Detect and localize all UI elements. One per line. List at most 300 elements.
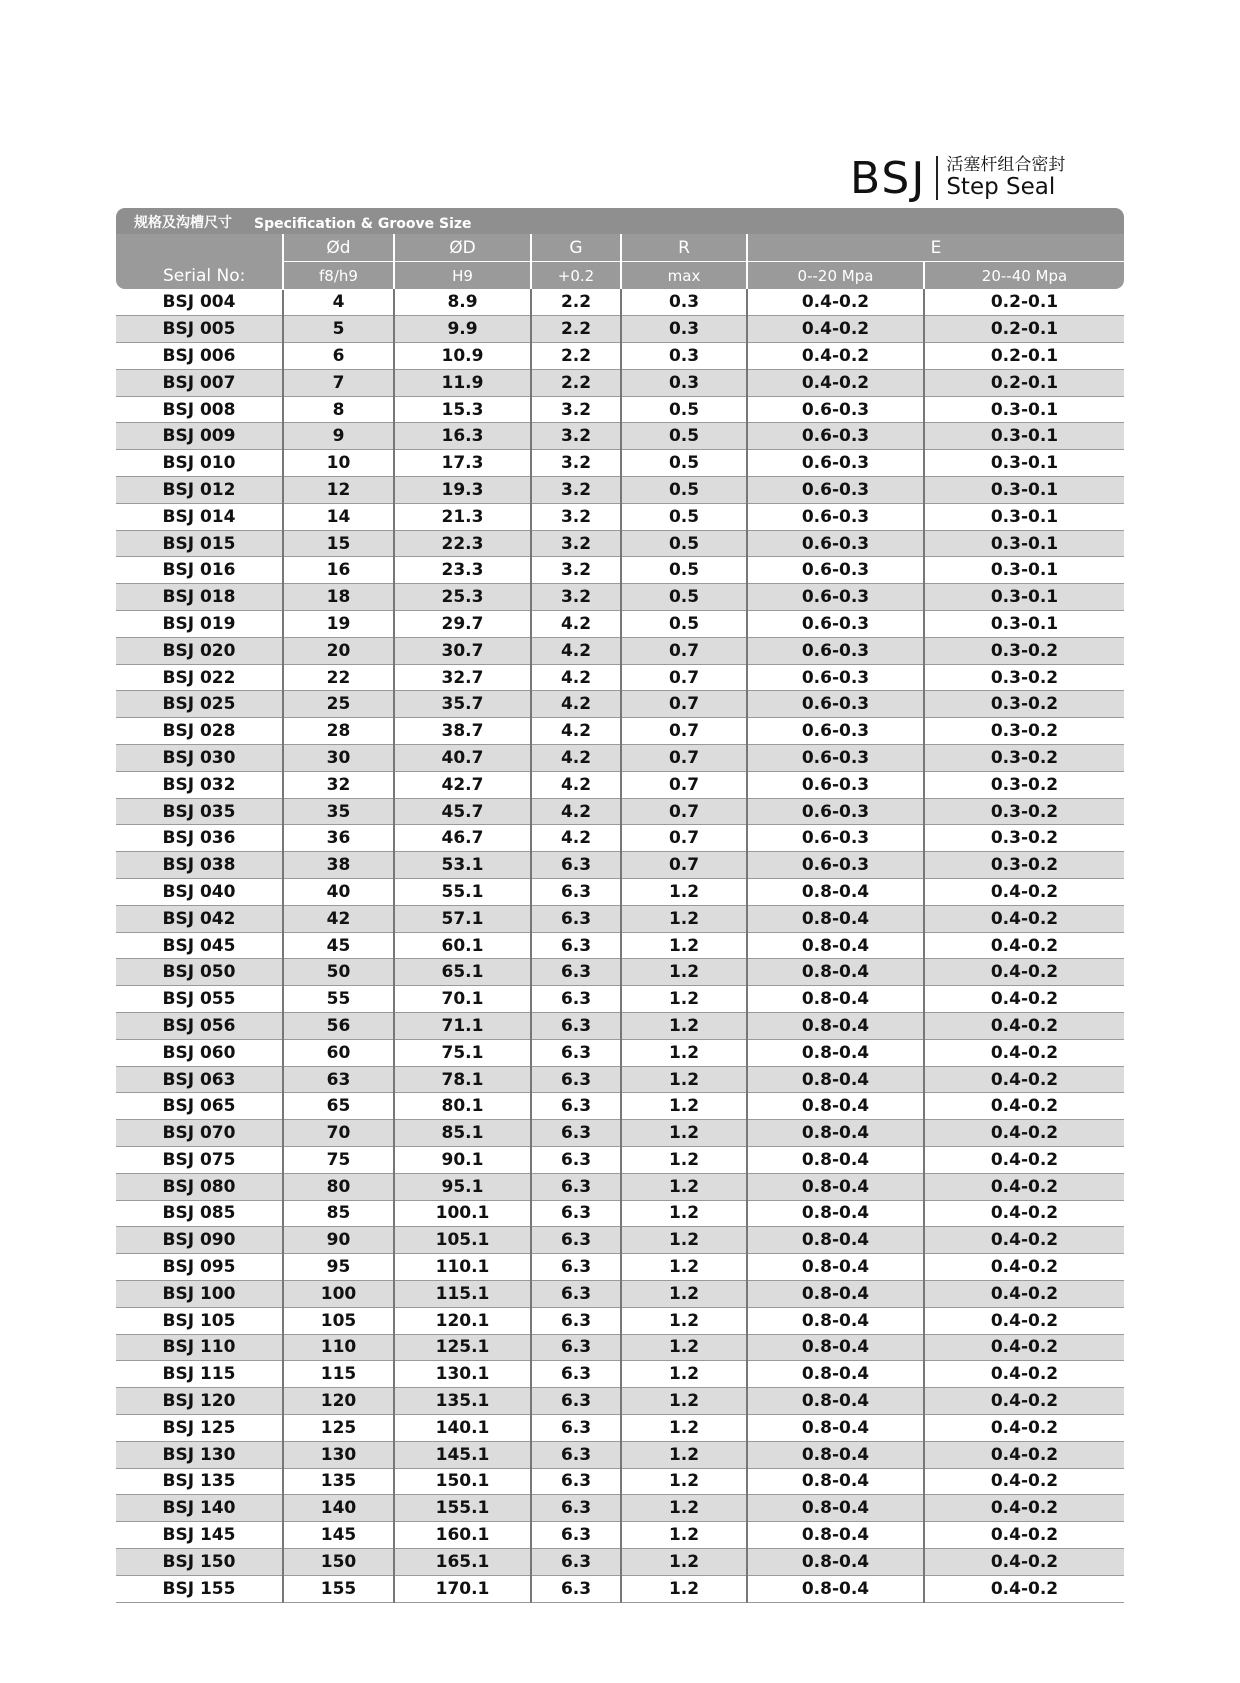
R-cell: 0.5 [621, 584, 747, 611]
table-row [116, 557, 1124, 584]
d-cell: 130 [283, 1441, 394, 1468]
R-cell: 0.7 [621, 691, 747, 718]
G-cell: 3.2 [531, 557, 621, 584]
table-row [116, 1147, 1124, 1174]
D-cell: 170.1 [394, 1575, 531, 1602]
R-cell: 1.2 [621, 1173, 747, 1200]
D-cell: 95.1 [394, 1173, 531, 1200]
serial-cell: BSJ 012 [116, 477, 283, 504]
E-low-cell: 0.8-0.4 [747, 879, 924, 906]
G-cell: 6.3 [531, 1548, 621, 1575]
d-cell: 5 [283, 316, 394, 343]
table-row [116, 852, 1124, 879]
table-row [116, 396, 1124, 423]
R-cell: 0.3 [621, 343, 747, 370]
E-low-cell: 0.8-0.4 [747, 1093, 924, 1120]
E-high-cell: 0.4-0.2 [924, 1120, 1124, 1147]
E-high-cell: 0.4-0.2 [924, 1361, 1124, 1388]
D-cell: 110.1 [394, 1254, 531, 1281]
G-cell: 2.2 [531, 343, 621, 370]
R-cell: 1.2 [621, 1254, 747, 1281]
table-row [116, 1280, 1124, 1307]
d-cell: 55 [283, 986, 394, 1013]
table-row [116, 1468, 1124, 1495]
D-cell: 70.1 [394, 986, 531, 1013]
E-low-cell: 0.6-0.3 [747, 611, 924, 638]
G-cell: 6.3 [531, 959, 621, 986]
d-cell: 40 [283, 879, 394, 906]
table-row [116, 343, 1124, 370]
E-low-cell: 0.8-0.4 [747, 1280, 924, 1307]
serial-cell: BSJ 038 [116, 852, 283, 879]
D-cell: 29.7 [394, 611, 531, 638]
R-cell: 1.2 [621, 905, 747, 932]
G-cell: 4.2 [531, 611, 621, 638]
E-low-cell: 0.8-0.4 [747, 1227, 924, 1254]
G-cell: 6.3 [531, 1254, 621, 1281]
R-cell: 1.2 [621, 1307, 747, 1334]
E-high-cell: 0.4-0.2 [924, 932, 1124, 959]
serial-cell: BSJ 014 [116, 503, 283, 530]
E-low-cell: 0.6-0.3 [747, 664, 924, 691]
E-low-cell: 0.8-0.4 [747, 1013, 924, 1040]
d-cell: 38 [283, 852, 394, 879]
product-name-cn: 活塞杆组合密封 [946, 155, 1066, 175]
header-G: G [531, 234, 621, 262]
E-low-cell: 0.8-0.4 [747, 1388, 924, 1415]
D-cell: 120.1 [394, 1307, 531, 1334]
D-cell: 45.7 [394, 798, 531, 825]
R-cell: 0.7 [621, 771, 747, 798]
serial-cell: BSJ 045 [116, 932, 283, 959]
E-high-cell: 0.4-0.2 [924, 959, 1124, 986]
serial-cell: BSJ 022 [116, 664, 283, 691]
G-cell: 4.2 [531, 745, 621, 772]
G-cell: 6.3 [531, 1441, 621, 1468]
E-high-cell: 0.3-0.2 [924, 745, 1124, 772]
R-cell: 0.7 [621, 664, 747, 691]
G-cell: 6.3 [531, 1414, 621, 1441]
D-cell: 19.3 [394, 477, 531, 504]
D-cell: 165.1 [394, 1548, 531, 1575]
D-cell: 155.1 [394, 1495, 531, 1522]
table-row [116, 771, 1124, 798]
R-cell: 1.2 [621, 1441, 747, 1468]
table-row [116, 1066, 1124, 1093]
serial-cell: BSJ 063 [116, 1066, 283, 1093]
E-high-cell: 0.3-0.1 [924, 584, 1124, 611]
serial-cell: BSJ 056 [116, 1013, 283, 1040]
G-cell: 3.2 [531, 396, 621, 423]
serial-cell: BSJ 019 [116, 611, 283, 638]
D-cell: 65.1 [394, 959, 531, 986]
E-low-cell: 0.8-0.4 [747, 1120, 924, 1147]
table-row [116, 1388, 1124, 1415]
serial-cell: BSJ 135 [116, 1468, 283, 1495]
E-high-cell: 0.4-0.2 [924, 1039, 1124, 1066]
D-cell: 53.1 [394, 852, 531, 879]
E-low-cell: 0.6-0.3 [747, 825, 924, 852]
D-cell: 46.7 [394, 825, 531, 852]
E-high-cell: 0.4-0.2 [924, 1441, 1124, 1468]
R-cell: 0.5 [621, 396, 747, 423]
d-cell: 9 [283, 423, 394, 450]
table-row [116, 1548, 1124, 1575]
E-low-cell: 0.4-0.2 [747, 289, 924, 316]
table-row [116, 1441, 1124, 1468]
D-cell: 85.1 [394, 1120, 531, 1147]
G-cell: 4.2 [531, 771, 621, 798]
E-low-cell: 0.4-0.2 [747, 316, 924, 343]
D-cell: 105.1 [394, 1227, 531, 1254]
table-title-cn: 规格及沟槽尺寸 [134, 215, 232, 231]
serial-cell: BSJ 145 [116, 1522, 283, 1549]
header-serial: Serial No: [116, 234, 283, 289]
R-cell: 0.7 [621, 637, 747, 664]
E-high-cell: 0.4-0.2 [924, 1280, 1124, 1307]
R-cell: 0.5 [621, 530, 747, 557]
d-cell: 6 [283, 343, 394, 370]
G-cell: 4.2 [531, 718, 621, 745]
G-cell: 6.3 [531, 852, 621, 879]
table-row [116, 1254, 1124, 1281]
serial-cell: BSJ 007 [116, 369, 283, 396]
E-low-cell: 0.6-0.3 [747, 557, 924, 584]
table-body [116, 289, 1124, 1602]
table-row [116, 959, 1124, 986]
E-low-cell: 0.4-0.2 [747, 369, 924, 396]
E-high-cell: 0.4-0.2 [924, 1254, 1124, 1281]
d-cell: 19 [283, 611, 394, 638]
serial-cell: BSJ 008 [116, 396, 283, 423]
R-cell: 1.2 [621, 932, 747, 959]
header-D: ØD [394, 234, 531, 262]
D-cell: 55.1 [394, 879, 531, 906]
table-row [116, 611, 1124, 638]
E-low-cell: 0.8-0.4 [747, 1548, 924, 1575]
E-high-cell: 0.3-0.1 [924, 557, 1124, 584]
E-low-cell: 0.8-0.4 [747, 1575, 924, 1602]
R-cell: 1.2 [621, 1200, 747, 1227]
E-low-cell: 0.8-0.4 [747, 932, 924, 959]
D-cell: 8.9 [394, 289, 531, 316]
E-low-cell: 0.8-0.4 [747, 1066, 924, 1093]
D-cell: 10.9 [394, 343, 531, 370]
serial-cell: BSJ 016 [116, 557, 283, 584]
d-cell: 70 [283, 1120, 394, 1147]
serial-cell: BSJ 085 [116, 1200, 283, 1227]
G-cell: 4.2 [531, 664, 621, 691]
table-row [116, 718, 1124, 745]
d-cell: 110 [283, 1334, 394, 1361]
D-cell: 38.7 [394, 718, 531, 745]
serial-cell: BSJ 035 [116, 798, 283, 825]
table-row [116, 986, 1124, 1013]
d-cell: 28 [283, 718, 394, 745]
D-cell: 75.1 [394, 1039, 531, 1066]
table-row [116, 1334, 1124, 1361]
R-cell: 1.2 [621, 1120, 747, 1147]
G-cell: 3.2 [531, 477, 621, 504]
d-cell: 50 [283, 959, 394, 986]
serial-cell: BSJ 005 [116, 316, 283, 343]
E-low-cell: 0.8-0.4 [747, 959, 924, 986]
E-low-cell: 0.8-0.4 [747, 1147, 924, 1174]
E-high-cell: 0.4-0.2 [924, 1066, 1124, 1093]
table-row [116, 369, 1124, 396]
R-cell: 0.7 [621, 852, 747, 879]
E-high-cell: 0.2-0.1 [924, 369, 1124, 396]
table-row [116, 879, 1124, 906]
E-high-cell: 0.4-0.2 [924, 1200, 1124, 1227]
serial-cell: BSJ 018 [116, 584, 283, 611]
R-cell: 1.2 [621, 1548, 747, 1575]
table-row [116, 289, 1124, 316]
d-cell: 4 [283, 289, 394, 316]
serial-cell: BSJ 055 [116, 986, 283, 1013]
D-cell: 21.3 [394, 503, 531, 530]
d-cell: 14 [283, 503, 394, 530]
E-high-cell: 0.4-0.2 [924, 879, 1124, 906]
serial-cell: BSJ 115 [116, 1361, 283, 1388]
serial-cell: BSJ 004 [116, 289, 283, 316]
G-cell: 6.3 [531, 1522, 621, 1549]
E-high-cell: 0.4-0.2 [924, 1173, 1124, 1200]
E-low-cell: 0.4-0.2 [747, 343, 924, 370]
table-row [116, 1522, 1124, 1549]
serial-cell: BSJ 140 [116, 1495, 283, 1522]
E-high-cell: 0.4-0.2 [924, 1227, 1124, 1254]
d-cell: 15 [283, 530, 394, 557]
R-cell: 0.5 [621, 557, 747, 584]
D-cell: 135.1 [394, 1388, 531, 1415]
D-cell: 9.9 [394, 316, 531, 343]
R-cell: 0.5 [621, 450, 747, 477]
G-cell: 6.3 [531, 1147, 621, 1174]
D-cell: 150.1 [394, 1468, 531, 1495]
R-cell: 0.5 [621, 477, 747, 504]
d-cell: 90 [283, 1227, 394, 1254]
G-cell: 2.2 [531, 316, 621, 343]
d-cell: 100 [283, 1280, 394, 1307]
d-cell: 7 [283, 369, 394, 396]
D-cell: 78.1 [394, 1066, 531, 1093]
E-low-cell: 0.6-0.3 [747, 637, 924, 664]
G-cell: 6.3 [531, 1334, 621, 1361]
E-high-cell: 0.4-0.2 [924, 986, 1124, 1013]
D-cell: 140.1 [394, 1414, 531, 1441]
serial-cell: BSJ 080 [116, 1173, 283, 1200]
G-cell: 6.3 [531, 1093, 621, 1120]
G-cell: 6.3 [531, 1200, 621, 1227]
serial-cell: BSJ 015 [116, 530, 283, 557]
G-cell: 6.3 [531, 1066, 621, 1093]
d-cell: 10 [283, 450, 394, 477]
E-low-cell: 0.8-0.4 [747, 1334, 924, 1361]
E-low-cell: 0.6-0.3 [747, 852, 924, 879]
R-cell: 0.3 [621, 289, 747, 316]
table-row [116, 423, 1124, 450]
d-cell: 56 [283, 1013, 394, 1040]
serial-cell: BSJ 065 [116, 1093, 283, 1120]
E-low-cell: 0.6-0.3 [747, 798, 924, 825]
E-high-cell: 0.3-0.2 [924, 664, 1124, 691]
E-high-cell: 0.4-0.2 [924, 1575, 1124, 1602]
D-cell: 160.1 [394, 1522, 531, 1549]
G-cell: 3.2 [531, 503, 621, 530]
G-cell: 6.3 [531, 879, 621, 906]
R-cell: 1.2 [621, 959, 747, 986]
d-cell: 42 [283, 905, 394, 932]
D-cell: 90.1 [394, 1147, 531, 1174]
header-E: E [747, 234, 1124, 262]
D-cell: 80.1 [394, 1093, 531, 1120]
E-low-cell: 0.8-0.4 [747, 1495, 924, 1522]
serial-cell: BSJ 042 [116, 905, 283, 932]
d-cell: 8 [283, 396, 394, 423]
D-cell: 11.9 [394, 369, 531, 396]
G-cell: 6.3 [531, 1495, 621, 1522]
header-d: Ød [283, 234, 394, 262]
R-cell: 0.7 [621, 745, 747, 772]
E-low-cell: 0.6-0.3 [747, 771, 924, 798]
G-cell: 6.3 [531, 1361, 621, 1388]
d-cell: 16 [283, 557, 394, 584]
R-cell: 0.5 [621, 503, 747, 530]
R-cell: 1.2 [621, 879, 747, 906]
E-low-cell: 0.6-0.3 [747, 584, 924, 611]
R-cell: 1.2 [621, 986, 747, 1013]
table-row [116, 1307, 1124, 1334]
serial-cell: BSJ 075 [116, 1147, 283, 1174]
E-low-cell: 0.8-0.4 [747, 905, 924, 932]
header-E-high-pressure: 20--40 Mpa [924, 262, 1124, 290]
R-cell: 1.2 [621, 1361, 747, 1388]
R-cell: 0.5 [621, 423, 747, 450]
D-cell: 130.1 [394, 1361, 531, 1388]
D-cell: 71.1 [394, 1013, 531, 1040]
G-cell: 6.3 [531, 1173, 621, 1200]
table-row [116, 1120, 1124, 1147]
d-cell: 63 [283, 1066, 394, 1093]
G-cell: 6.3 [531, 1120, 621, 1147]
table-row [116, 450, 1124, 477]
R-cell: 1.2 [621, 1093, 747, 1120]
table-row [116, 1173, 1124, 1200]
R-cell: 1.2 [621, 1388, 747, 1415]
header-d-tolerance: f8/h9 [283, 262, 394, 290]
G-cell: 6.3 [531, 1039, 621, 1066]
spec-table-container [116, 208, 1124, 1603]
serial-cell: BSJ 125 [116, 1414, 283, 1441]
G-cell: 6.3 [531, 1280, 621, 1307]
G-cell: 3.2 [531, 584, 621, 611]
serial-cell: BSJ 060 [116, 1039, 283, 1066]
header-E-low-pressure: 0--20 Mpa [747, 262, 924, 290]
serial-cell: BSJ 105 [116, 1307, 283, 1334]
G-cell: 3.2 [531, 423, 621, 450]
G-cell: 6.3 [531, 905, 621, 932]
serial-cell: BSJ 095 [116, 1254, 283, 1281]
E-high-cell: 0.3-0.1 [924, 530, 1124, 557]
E-high-cell: 0.3-0.1 [924, 396, 1124, 423]
E-high-cell: 0.4-0.2 [924, 905, 1124, 932]
G-cell: 3.2 [531, 530, 621, 557]
R-cell: 1.2 [621, 1575, 747, 1602]
G-cell: 6.3 [531, 1468, 621, 1495]
R-cell: 1.2 [621, 1468, 747, 1495]
D-cell: 100.1 [394, 1200, 531, 1227]
d-cell: 120 [283, 1388, 394, 1415]
G-cell: 4.2 [531, 691, 621, 718]
d-cell: 125 [283, 1414, 394, 1441]
table-title-en: Specification & Groove Size [254, 216, 472, 232]
serial-cell: BSJ 040 [116, 879, 283, 906]
d-cell: 150 [283, 1548, 394, 1575]
E-high-cell: 0.4-0.2 [924, 1388, 1124, 1415]
serial-cell: BSJ 032 [116, 771, 283, 798]
E-high-cell: 0.4-0.2 [924, 1468, 1124, 1495]
E-low-cell: 0.8-0.4 [747, 1200, 924, 1227]
serial-cell: BSJ 030 [116, 745, 283, 772]
table-row [116, 825, 1124, 852]
serial-cell: BSJ 020 [116, 637, 283, 664]
E-low-cell: 0.8-0.4 [747, 1441, 924, 1468]
D-cell: 60.1 [394, 932, 531, 959]
D-cell: 23.3 [394, 557, 531, 584]
serial-cell: BSJ 036 [116, 825, 283, 852]
table-row [116, 664, 1124, 691]
d-cell: 140 [283, 1495, 394, 1522]
R-cell: 1.2 [621, 1039, 747, 1066]
E-high-cell: 0.3-0.2 [924, 798, 1124, 825]
table-row [116, 905, 1124, 932]
table-row [116, 1200, 1124, 1227]
D-cell: 57.1 [394, 905, 531, 932]
d-cell: 35 [283, 798, 394, 825]
E-high-cell: 0.3-0.1 [924, 477, 1124, 504]
D-cell: 15.3 [394, 396, 531, 423]
product-code: BSJ [850, 152, 927, 204]
R-cell: 1.2 [621, 1066, 747, 1093]
product-name-block [946, 157, 1065, 199]
serial-cell: BSJ 110 [116, 1334, 283, 1361]
G-cell: 2.2 [531, 369, 621, 396]
table-row [116, 1093, 1124, 1120]
G-cell: 6.3 [531, 986, 621, 1013]
d-cell: 80 [283, 1173, 394, 1200]
serial-cell: BSJ 150 [116, 1548, 283, 1575]
table-row [116, 637, 1124, 664]
E-low-cell: 0.8-0.4 [747, 1307, 924, 1334]
product-name-en: Step Seal [946, 173, 1056, 200]
E-high-cell: 0.3-0.2 [924, 637, 1124, 664]
d-cell: 22 [283, 664, 394, 691]
E-high-cell: 0.4-0.2 [924, 1013, 1124, 1040]
R-cell: 0.3 [621, 369, 747, 396]
d-cell: 12 [283, 477, 394, 504]
D-cell: 32.7 [394, 664, 531, 691]
header-R: R [621, 234, 747, 262]
d-cell: 30 [283, 745, 394, 772]
E-high-cell: 0.3-0.2 [924, 825, 1124, 852]
R-cell: 1.2 [621, 1334, 747, 1361]
table-row [116, 932, 1124, 959]
G-cell: 6.3 [531, 932, 621, 959]
D-cell: 25.3 [394, 584, 531, 611]
G-cell: 6.3 [531, 1388, 621, 1415]
E-low-cell: 0.6-0.3 [747, 450, 924, 477]
